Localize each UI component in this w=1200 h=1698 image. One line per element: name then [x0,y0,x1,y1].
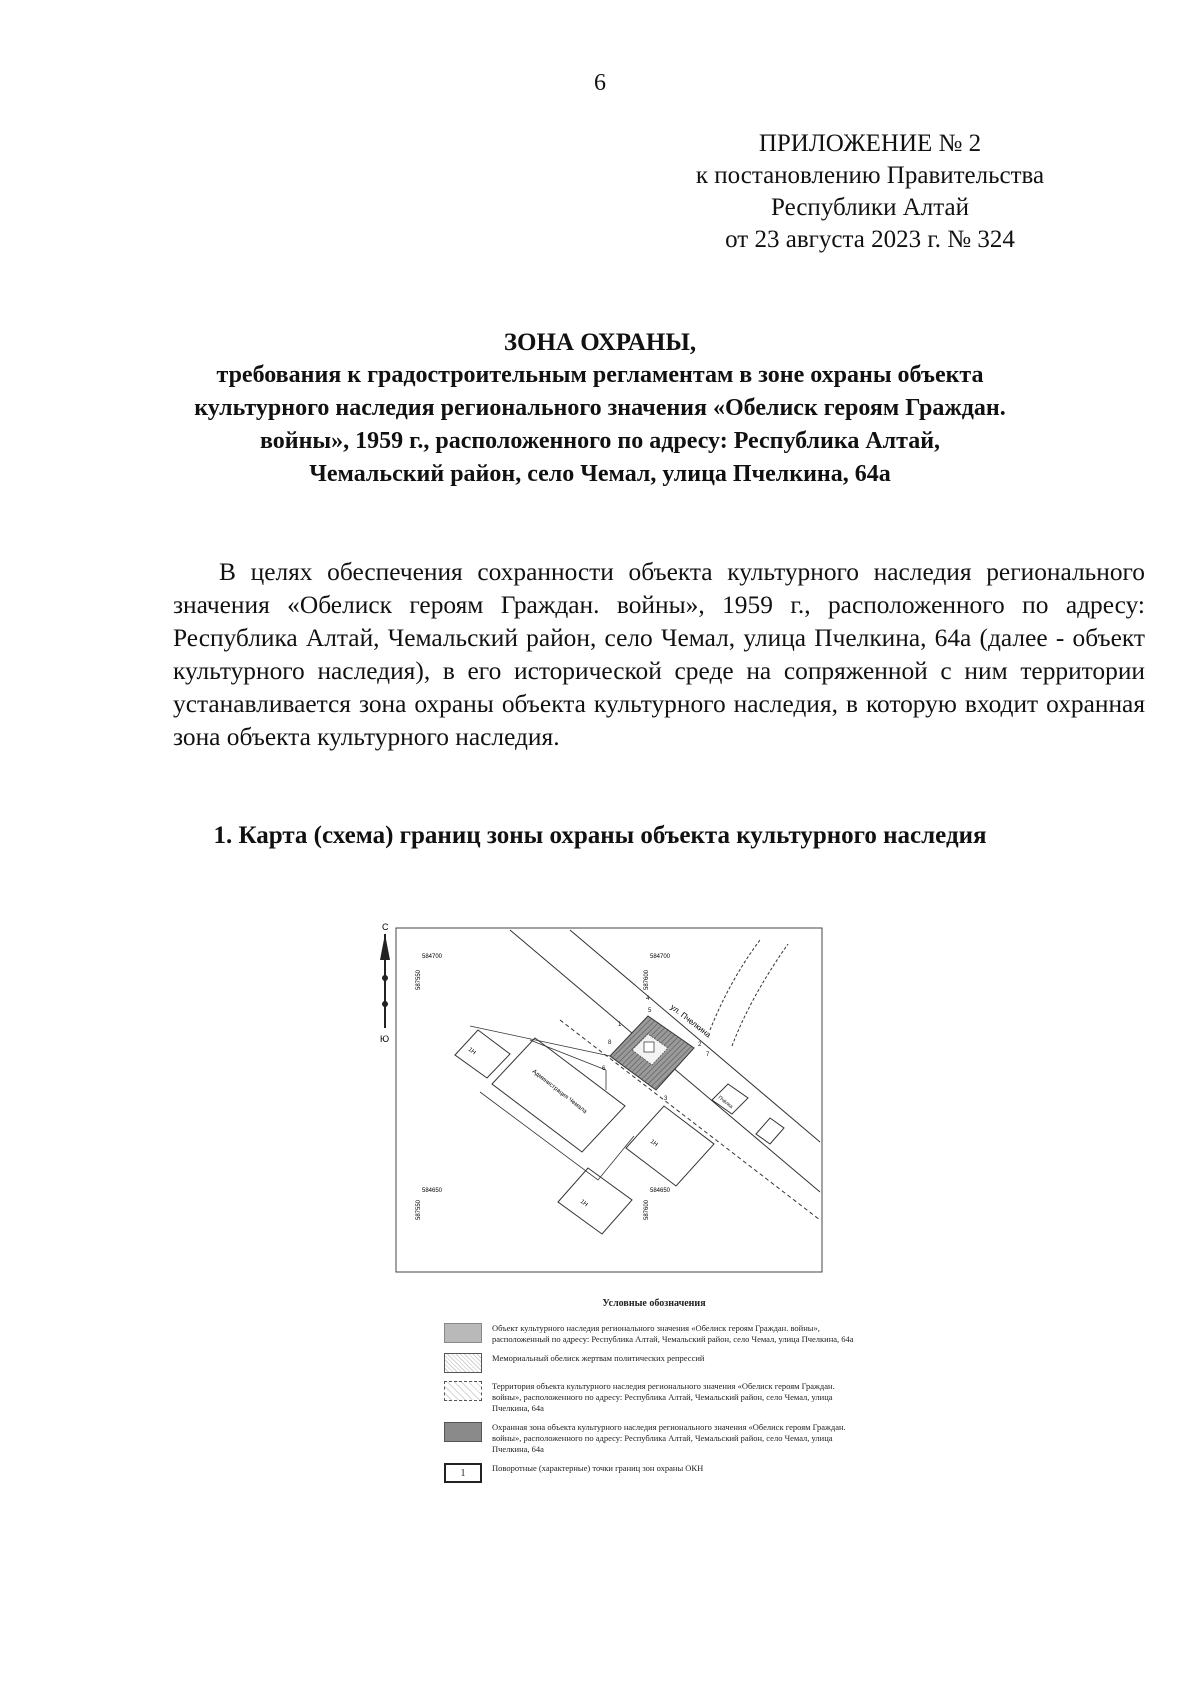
title-main: ЗОНА ОХРАНЫ, [503,329,697,356]
appendix-title: ПРИЛОЖЕНИЕ № 2 [758,130,982,157]
building-label: 1Н [648,1138,659,1149]
street-label: ул. Пчелкина [668,1002,713,1040]
title-line: войны», 1959 г., расположенного по адресу: Республика Алтай, [259,428,941,454]
grid-label: 584700 [650,954,671,960]
body-paragraph: В целях обеспечения сохранности объекта культурного наследия регионального значения «Обелиск героям Граждан. войны», 1959 г., расположенного по адресу: Республика Алтай, Чемальский район, село Чемал, улица Пчелкина, 64а (далее - объект культурного наследия), в его исторической среде на сопряженной с ним территории устанавливается зона охраны объекта культурного наследия, в которую входит охранная зона объекта культурного наследия. [173,558,1145,751]
legend-swatch [444,1353,482,1373]
point-label: 8 [608,1040,612,1046]
protection-zone-map [380,920,900,1282]
document-title [150,326,1050,491]
legend-title: Условные обозначения [602,1298,706,1309]
legend-text: Охранная зона объекта культурного наследия регионального значения «Обелиск героям Граждан. войны», расположенного по адресу: Республика Алтай, Чемальский район, село Чемал, улица Пчелкина, 64а [492,1422,846,1454]
grid-label: 584700 [422,954,443,960]
legend-swatch [444,1323,482,1343]
point-label: 1 [618,1022,622,1028]
legend-swatch: 1 [444,1463,482,1483]
section-heading: 1. Карта (схема) границ зоны охраны объекта культурного наследия [213,822,987,849]
building-label: Администрация Чемала [530,1068,588,1116]
building-label: 1Н [578,1198,589,1209]
appendix-date: от 23 августа 2023 г. № 324 [725,226,1015,253]
appendix-line: Республики Алтай [771,194,969,221]
map-legend [444,1298,864,1491]
legend-item-memorial [444,1353,864,1373]
grid-label-rotated: 587550 [416,1199,422,1220]
north-label: С [382,922,389,932]
building-label: 1Н [466,1046,477,1057]
title-line: культурного наследия регионального значения «Обелиск героям Граждан. [194,395,1006,421]
point-label: 6 [602,1066,606,1072]
point-label: 4 [646,996,650,1002]
title-line: Чемальский район, село Чемал, улица Пчелкина, 64а [309,461,891,487]
appendix-line: к постановлению Правительства [695,162,1045,189]
legend-item-boundary-points [444,1463,864,1483]
grid-label: 584650 [422,1188,443,1194]
legend-text: Территория объекта культурного наследия регионального значения «Обелиск героям Граждан. войны», расположенного по адресу: Республика Алтай, Чемальский район, село Чемал, улица Пчелкина, 64а [492,1381,835,1413]
grid-label-rotated: 587550 [416,969,422,990]
grid-label: 584650 [650,1188,671,1194]
legend-swatch [444,1381,482,1401]
legend-swatch [444,1422,482,1442]
legend-item-territory [444,1381,864,1414]
point-label: 3 [664,1096,668,1102]
legend-item-protection-zone [444,1422,864,1455]
grid-label-rotated: 587600 [644,969,650,990]
point-label: 5 [648,1008,652,1014]
legend-text: Объект культурного наследия регионального значения «Обелиск героям Граждан. войны», расположенный по адресу: Республика Алтай, Чемальский район, село Чемал, улица Пчелкина, 64а [492,1323,854,1344]
appendix-header [640,128,1100,256]
point-label: 7 [706,1052,710,1058]
building-label: Пчёлка [716,1094,734,1111]
legend-text: Поворотные (характерные) точки границ зон охраны ОКН [492,1463,704,1473]
point-label: 2 [698,1042,702,1048]
title-line: требования к градостроительным регламентам в зоне охраны объекта [216,362,984,388]
memorial-obelisk [644,1042,654,1052]
grid-label-rotated: 587600 [644,1199,650,1220]
legend-item-object [444,1323,864,1345]
page-number: 6 [594,70,606,96]
south-label: Ю [380,1034,390,1044]
north-arrow-icon [380,934,390,1028]
legend-text: Мемориальный обелиск жертвам политических репрессий [492,1353,705,1363]
